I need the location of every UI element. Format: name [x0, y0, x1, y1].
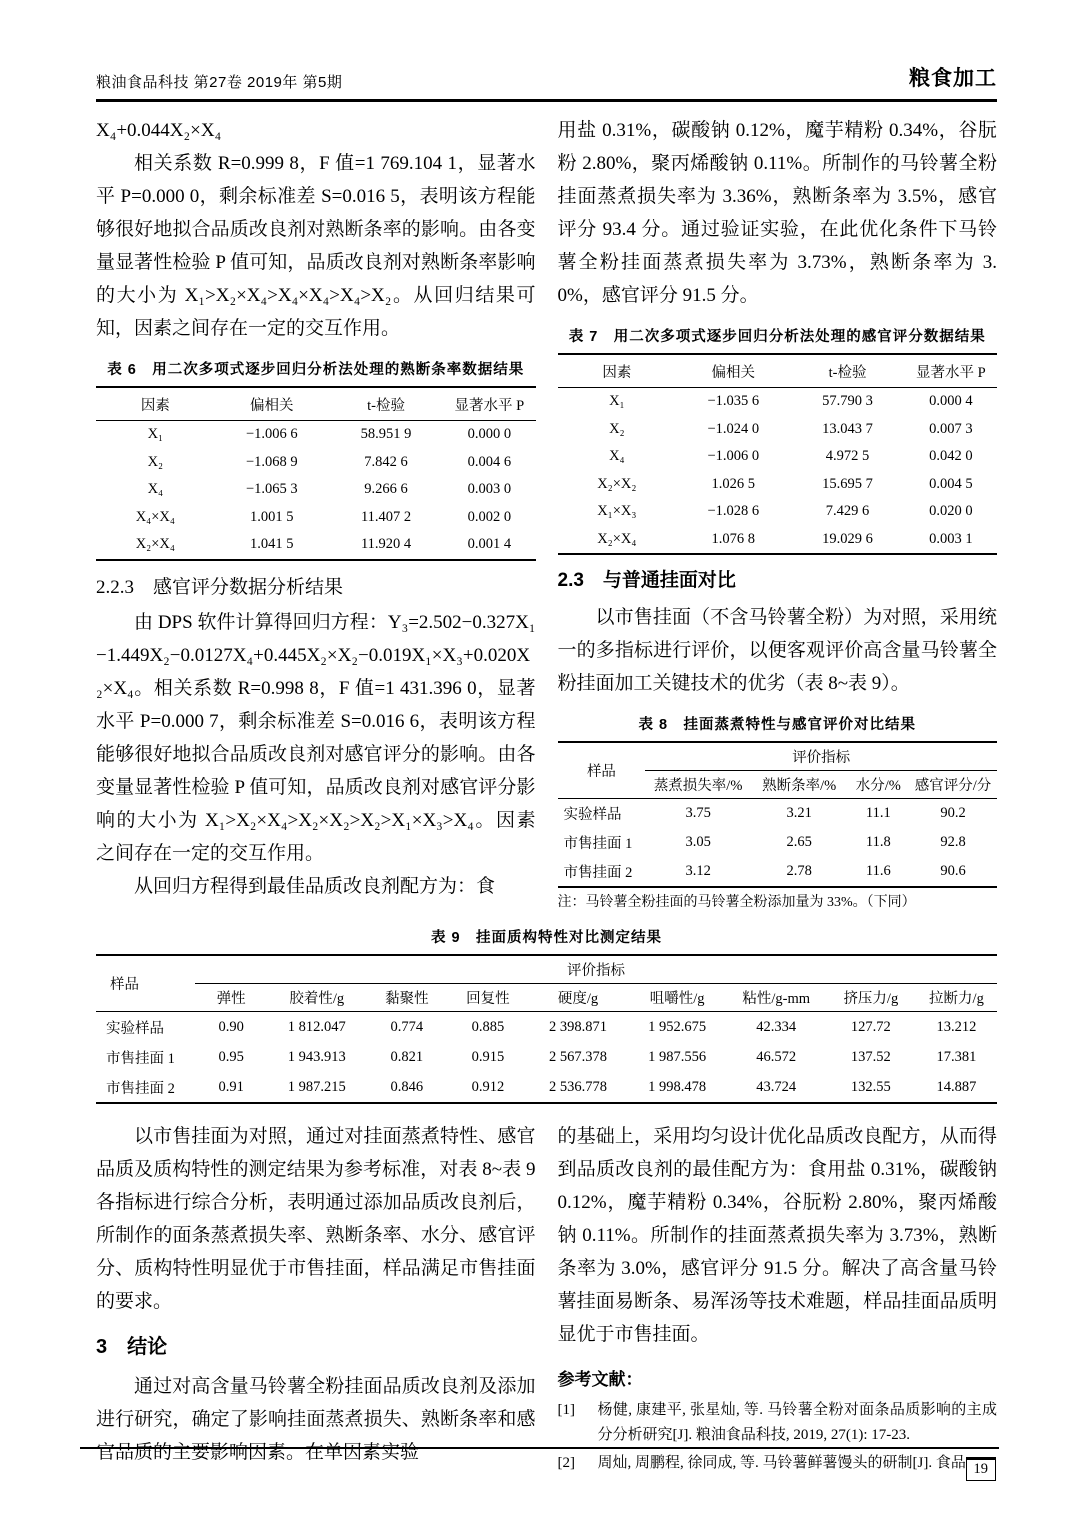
- table-cell: X₄×X₄: [135, 508, 175, 525]
- table-cell: 7.429 6: [825, 503, 870, 520]
- table-header: t-检验: [329, 387, 443, 421]
- table-group-header: 评价指标: [645, 742, 997, 771]
- heading-conclusion: 3 结论: [96, 1336, 168, 1358]
- table-cell: 2.78: [786, 863, 812, 879]
- table-header: 感官评分/分: [909, 771, 997, 799]
- table-cell: −1.068 9: [245, 453, 298, 470]
- table-header-row: [558, 354, 998, 388]
- table-cell: 0.90: [218, 1018, 244, 1035]
- bottom-columns: [96, 1120, 997, 1479]
- table-cell: 1 987.215: [287, 1078, 346, 1095]
- table-header: 硬度/g: [528, 984, 627, 1012]
- table-cell: 43.724: [756, 1078, 797, 1095]
- table-cell: 0.846: [390, 1078, 424, 1095]
- reference-text: 杨健, 康建平, 张星灿, 等. 马铃薯全粉对面条品质影响的主成分分析研究[J]. 粮油食品科技, 2019, 27(1): 17-23.: [597, 1402, 997, 1443]
- table-header: 弹性: [195, 984, 267, 1012]
- table6: [96, 386, 536, 561]
- table7: [558, 353, 998, 555]
- table-cell: 0.001 4: [467, 536, 512, 553]
- table-cell: 58.951 9: [360, 426, 412, 443]
- table-cell: X₁: [147, 426, 164, 443]
- table-header: 因素: [558, 354, 677, 388]
- table-row: [558, 828, 998, 857]
- reference-item: [558, 1451, 998, 1476]
- heading-2-2-3: 2.2.3 感官评分数据分析结果: [96, 576, 344, 598]
- table-row: [558, 498, 998, 526]
- table-cell: 1 812.047: [287, 1018, 346, 1035]
- table-cell: −1.006 0: [707, 448, 760, 465]
- table-cell: 0.95: [218, 1048, 244, 1065]
- paragraph-comparison: 以市售挂面（不含马铃薯全粉）为对照，采用统一的多指标进行评价，以便客观评价高含量马铃薯全粉挂面加工关键技术的优劣（表 8~表 9）。: [557, 607, 997, 694]
- table-header: 偏相关: [676, 354, 790, 388]
- table-cell: −1.028 6: [707, 503, 760, 520]
- table-header: 因素: [96, 387, 215, 421]
- reference-marker: [1]: [557, 1402, 575, 1418]
- table-cell: 90.6: [940, 863, 966, 879]
- table-header: 样品: [96, 955, 195, 1012]
- table-row: [558, 857, 998, 887]
- table-header-row: [96, 955, 997, 984]
- table-cell: 2.65: [786, 834, 812, 850]
- table-cell: 3.21: [786, 805, 812, 821]
- table-cell: X₄: [609, 448, 625, 465]
- paragraph-sensory-regression: 由 DPS 软件计算得回归方程：Y₃=2.502−0.327X₁−1.449X₂−0.0127X₄+0.445X₂×X₂−0.019X₁×X₃+0.020X₂×X₄。相关系数 R=0.998 8，F 值=1 431.396 0，显著水平 P=0.000 7，剩余标准差 S=0.016 6，表明该方程能够很好地拟合品质改良剂对感官评分的影响。由各变量显著性检验 P 值可知，品质改良剂对感官评分影响的大小为 X₁>X₂×X₄>X₂×X₂>X₂>X₁×X₃>X₄。因素之间存在一定的交互作用。: [96, 611, 536, 864]
- table-cell: 3.75: [685, 805, 711, 821]
- table-header: 水分/%: [848, 771, 910, 799]
- table-cell: 0.000 0: [467, 426, 512, 443]
- right-column: [558, 114, 998, 913]
- heading-2-3: 2.3 与普通挂面对比: [557, 570, 736, 591]
- table-header: 粘性/g-mm: [727, 984, 826, 1012]
- table-cell: 0.007 3: [929, 420, 973, 437]
- table8-title: 表 8 挂面蒸煮特性与感官评价对比结果: [638, 717, 917, 733]
- table-row: [558, 799, 998, 829]
- table-cell: 13.043 7: [822, 420, 873, 437]
- table-row: [96, 1042, 997, 1072]
- table-cell: 2 398.871: [549, 1018, 607, 1035]
- table-cell: 2 536.778: [549, 1078, 607, 1095]
- table-cell: −1.006 6: [245, 426, 298, 443]
- table-cell: 0.915: [471, 1048, 505, 1065]
- table-header: 拉断力/g: [916, 984, 997, 1012]
- footer-rule: [80, 1447, 999, 1449]
- table-cell: 0.004 6: [467, 453, 512, 470]
- reference-marker: [2]: [557, 1455, 575, 1471]
- table-header: 熟断条率/%: [751, 771, 848, 799]
- table-cell: 132.55: [850, 1078, 891, 1095]
- reference-item: [558, 1398, 998, 1448]
- table9-title: 表 9 挂面质构特性对比测定结果: [430, 930, 663, 946]
- paragraph-correlation: 相关系数 R=0.999 8，F 值=1 769.104 1，显著水平 P=0.000 0，剩余标准差 S=0.016 5，表明该方程能够很好地拟合品质改良剂对熟断条率的影响。由各变量显著性检验 P 值可知，品质改良剂对熟断条率影响的大小为 X₁>X₂×X₄>X₄×X₄>X₄>X₂。从回归结果可知，因素之间存在一定的交互作用。: [96, 153, 536, 339]
- table-cell: 市售挂面 1: [106, 1050, 175, 1067]
- table-cell: 15.695 7: [822, 475, 873, 492]
- table-cell: X₂×X₄: [135, 536, 175, 553]
- page-header: [96, 62, 997, 102]
- table-cell: 市售挂面 2: [106, 1080, 175, 1097]
- table-row: [96, 449, 536, 477]
- table-cell: −1.035 6: [707, 393, 760, 410]
- table-cell: 1.041 5: [250, 536, 294, 553]
- table-subheader-row: [96, 984, 997, 1012]
- table-cell: 42.334: [756, 1018, 797, 1035]
- table-cell: X₂×X₄: [597, 530, 637, 547]
- table-cell: 0.042 0: [929, 448, 973, 465]
- table-cell: 1 998.478: [648, 1078, 707, 1095]
- paragraph-optimal-recipe: 用盐 0.31%，碳酸钠 0.12%，魔芋精粉 0.34%，谷朊粉 2.80%，聚丙烯酸钠 0.11%。所制作的马铃薯全粉挂面蒸煮损失率为 3.36%，熟断条率为 3.5%，感官评分 93.4 分。通过验证实验，在此优化条件下马铃薯全粉挂面蒸煮损失率为 3.73%，熟断条率为 3.0%，感官评分 91.5 分。: [557, 120, 997, 306]
- table-row: [558, 471, 998, 499]
- table-cell: 92.8: [940, 834, 966, 850]
- column-label: 粮食加工: [909, 67, 997, 90]
- table-cell: 0.885: [471, 1018, 505, 1035]
- table-header: 偏相关: [215, 387, 329, 421]
- paragraph-overall-analysis: 以市售挂面为对照，通过对挂面蒸煮特性、感官品质及质构特性的测定结果为参考标准，对表 8~表 9 各指标进行综合分析，表明通过添加品质改良剂后，所制作的面条蒸煮损失率、熟断条率、水分、感官评分、质构特性明显优于市售挂面，样品满足市售挂面的要求。: [96, 1126, 536, 1312]
- table-cell: 0.003 0: [467, 481, 512, 498]
- table-cell: 11.920 4: [360, 536, 412, 553]
- table-cell: 11.6: [865, 863, 891, 879]
- table-cell: 0.004 5: [929, 475, 973, 492]
- table-row: [96, 421, 536, 449]
- table-cell: 1.001 5: [250, 508, 294, 525]
- table-row: [558, 388, 998, 416]
- table9-section: [96, 926, 997, 1104]
- table-header: 蒸煮损失率/%: [645, 771, 750, 799]
- paragraph-conclusion-part1: 通过对高含量马铃薯全粉挂面品质改良剂及添加进行研究，确定了影响挂面蒸煮损失、熟断条率和感官品质的主要影响因素。在单因素实验: [96, 1376, 536, 1463]
- table-cell: 11.8: [865, 834, 891, 850]
- table-header: 挤压力/g: [826, 984, 916, 1012]
- table8-note: 注：马铃薯全粉挂面的马铃薯全粉添加量为 33%。（下同）: [557, 895, 916, 910]
- table-cell: 市售挂面 2: [563, 865, 633, 881]
- table-cell: X₄: [147, 481, 164, 498]
- table-cell: 1.026 5: [711, 475, 756, 492]
- table-cell: X₂×X₂: [597, 475, 637, 492]
- table-cell: 1 987.556: [648, 1048, 707, 1065]
- table-row: [96, 1012, 997, 1043]
- table-cell: −1.024 0: [707, 420, 760, 437]
- table-cell: 11.407 2: [360, 508, 412, 525]
- table-cell: 46.572: [756, 1048, 797, 1065]
- table-row: [96, 476, 536, 504]
- table-header: 胶着性/g: [267, 984, 366, 1012]
- table-cell: 3.12: [685, 863, 711, 879]
- table-cell: X₂: [609, 420, 625, 437]
- table-cell: 17.381: [936, 1048, 977, 1065]
- table-cell: 90.2: [940, 805, 966, 821]
- table-cell: 3.05: [685, 834, 711, 850]
- paragraph-recipe-start: 从回归方程得到最佳品质改良剂配方为：食: [134, 875, 496, 897]
- table-cell: 2 567.378: [549, 1048, 607, 1065]
- table-header: 显著水平 P: [905, 354, 997, 388]
- table-cell: 127.72: [850, 1018, 891, 1035]
- table-cell: 0.774: [390, 1018, 424, 1035]
- table-header: 回复性: [447, 984, 528, 1012]
- equation-continuation: X₄+0.044X₂×X₄: [96, 120, 222, 141]
- table-cell: 实验样品: [106, 1020, 164, 1037]
- reference-text: 周灿, 周鹏程, 徐同成, 等. 马铃薯鲜薯馒头的研制[J]. 食品: [597, 1455, 966, 1471]
- table-cell: 13.212: [936, 1018, 977, 1035]
- table-row: [96, 531, 536, 560]
- table-cell: 0.003 1: [929, 530, 973, 547]
- table-header: 显著水平 P: [443, 387, 535, 421]
- table-header: 样品: [558, 742, 646, 799]
- table9: [96, 954, 997, 1104]
- table-cell: 4.972 5: [825, 448, 870, 465]
- table-row: [558, 443, 998, 471]
- table-cell: 14.887: [936, 1078, 977, 1095]
- table-cell: 0.020 0: [929, 503, 973, 520]
- left-column: [96, 114, 536, 913]
- table-cell: 1 943.913: [287, 1048, 346, 1065]
- bottom-left-column: [96, 1120, 536, 1479]
- table-cell: X₁×X₃: [597, 503, 637, 520]
- table-cell: 7.842 6: [364, 453, 408, 470]
- table-header: 咀嚼性/g: [628, 984, 727, 1012]
- paragraph-conclusion-part2: 的基础上，采用均匀设计优化品质改良配方，从而得到品质改良剂的最佳配方为：食用盐 0.31%，碳酸钠 0.12%，魔芋精粉 0.34%，谷朊粉 2.80%，聚丙烯酸钠 0.11%。所制作的挂面蒸煮损失率为 3.73%，熟断条率为 3.0%，感官评分 91.5 分。解决了高含量马铃薯挂面易断条、易浑汤等技术难题，样品挂面品质明显优于市售挂面。: [557, 1126, 997, 1345]
- table-cell: 1.076 8: [711, 530, 756, 547]
- table-cell: 市售挂面 1: [563, 836, 633, 852]
- table-cell: 0.002 0: [467, 508, 512, 525]
- table-cell: 0.000 4: [929, 393, 973, 410]
- table-row: [96, 504, 536, 532]
- table-group-header: 评价指标: [195, 955, 997, 984]
- table-row: [96, 1072, 997, 1103]
- table-cell: 11.1: [865, 805, 891, 821]
- table-cell: 137.52: [850, 1048, 891, 1065]
- table-row: [558, 526, 998, 555]
- table-cell: 1 952.675: [648, 1018, 707, 1035]
- table-header-row: [96, 387, 536, 421]
- table-cell: 0.91: [218, 1078, 244, 1095]
- table8: [558, 741, 998, 888]
- table-header: t-检验: [790, 354, 904, 388]
- table-cell: 9.266 6: [364, 481, 408, 498]
- page-number: 19: [966, 1457, 997, 1481]
- table-cell: 0.821: [390, 1048, 424, 1065]
- bottom-right-column: [558, 1120, 998, 1479]
- table7-title: 表 7 用二次多项式逐步回归分析法处理的感官评分数据结果: [568, 329, 986, 345]
- table-cell: X₂: [147, 453, 164, 470]
- table-cell: 19.029 6: [822, 530, 873, 547]
- references-heading: 参考文献：: [557, 1370, 643, 1389]
- top-columns: [96, 114, 997, 913]
- table-cell: 实验样品: [563, 807, 622, 823]
- table-cell: X₁: [609, 393, 625, 410]
- table-cell: 0.912: [471, 1078, 505, 1095]
- journal-info: 粮油食品科技 第27卷 2019年 第5期: [96, 74, 343, 91]
- table-cell: 57.790 3: [822, 393, 873, 410]
- table6-title: 表 6 用二次多项式逐步回归分析法处理的熟断条率数据结果: [107, 362, 525, 378]
- table-row: [558, 416, 998, 444]
- table-header: 黏聚性: [366, 984, 447, 1012]
- table-header-row: [558, 742, 998, 771]
- table-cell: −1.065 3: [245, 481, 298, 498]
